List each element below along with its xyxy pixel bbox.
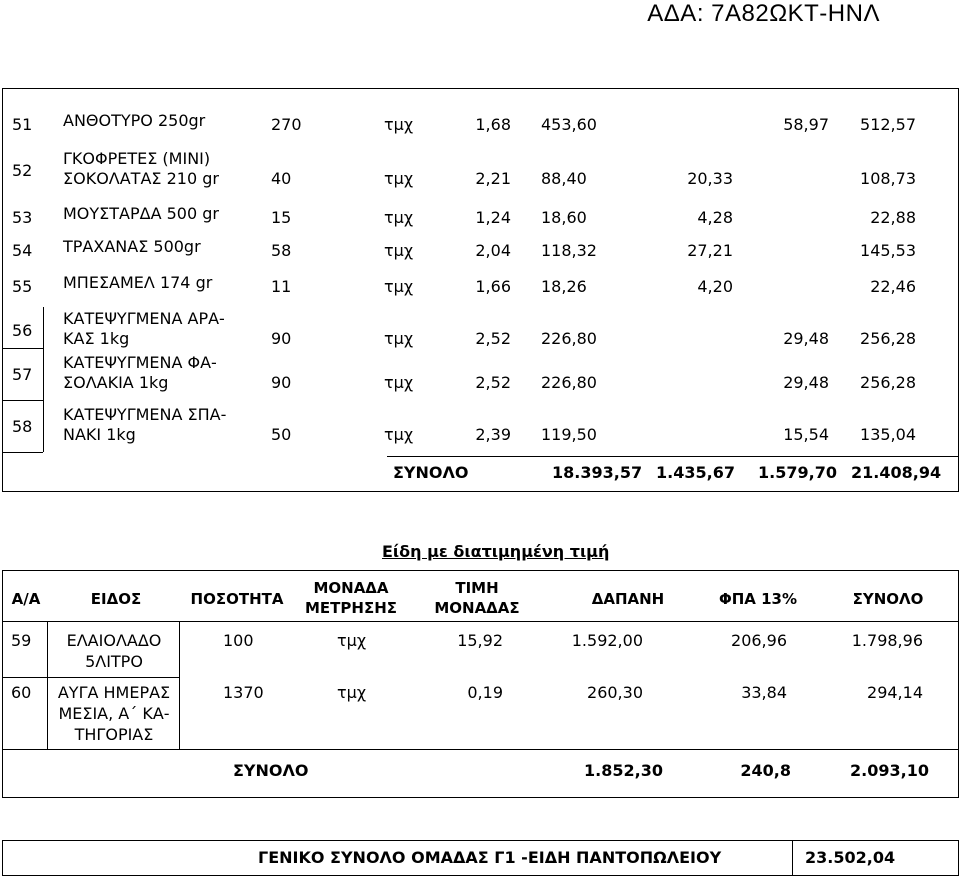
vat-b: 15,54: [783, 425, 829, 444]
quantity: 50: [271, 425, 292, 444]
row-number: 55: [12, 277, 33, 296]
row-total: 22,46: [870, 277, 916, 296]
item-name: ΚΑΤΕΨΥΓΜΕΝΑ ΣΠΑ-: [63, 405, 227, 424]
grand-total-label: ΓΕΝΙΚΟ ΣΥΝΟΛΟ ΟΜΑΔΑΣ Γ1 -ΕΙΔΗ ΠΑΝΤΟΠΩΛΕΙΟΥ: [258, 848, 722, 867]
vat: 33,84: [741, 683, 787, 702]
quantity: 100: [223, 631, 254, 650]
cost: 453,60: [541, 115, 597, 134]
header-aa: Α/Α: [11, 590, 41, 608]
cost: 260,30: [587, 683, 643, 702]
row-number: 52: [12, 161, 33, 180]
totals-label: ΣΥΝΟΛΟ: [393, 463, 469, 482]
regulated-items-table: [2, 570, 959, 798]
unit: τμχ: [337, 631, 367, 650]
row-total: 135,04: [860, 425, 916, 444]
quantity: 40: [271, 169, 292, 188]
vat-a: 27,21: [687, 241, 733, 260]
vat-a: 4,20: [697, 277, 733, 296]
item-name: ΕΛΑΙΟΛΑΔΟ: [66, 631, 162, 650]
unit-price: 2,04: [475, 241, 511, 260]
item-name: 5ΛΙΤΡΟ: [85, 652, 143, 671]
header-cost: ΔΑΠΑΝΗ: [591, 590, 665, 608]
cost: 119,50: [541, 425, 597, 444]
unit-price: 2,52: [475, 373, 511, 392]
row-separator: [3, 452, 43, 453]
row-total: 108,73: [860, 169, 916, 188]
unit-price: 15,92: [457, 631, 503, 650]
item-divider: [179, 621, 180, 749]
cost: 18,26: [541, 277, 587, 296]
header-bottom-border: [3, 621, 958, 622]
unit-price: 2,52: [475, 329, 511, 348]
row-number: 60: [11, 683, 32, 702]
totals-cost: 1.852,30: [584, 761, 663, 780]
header-unit-line2: ΜΕΤΡΗΣΗΣ: [305, 599, 397, 617]
header-vat: ΦΠΑ 13%: [718, 590, 798, 608]
row-total: 145,53: [860, 241, 916, 260]
row-total: 1.798,96: [851, 631, 923, 650]
unit: τμχ: [384, 241, 414, 260]
vat-a: 4,28: [697, 208, 733, 227]
vat-b: 58,97: [783, 115, 829, 134]
item-name: ΤΡΑΧΑΝΑΣ 500gr: [63, 237, 201, 256]
unit: τμχ: [384, 329, 414, 348]
unit: τμχ: [384, 169, 414, 188]
item-name: ΝΑΚΙ 1kg: [63, 425, 136, 444]
item-name: ΑΝΘΟΤΥΡΟ 250gr: [63, 111, 206, 130]
vat: 206,96: [731, 631, 787, 650]
row-total: 294,14: [867, 683, 923, 702]
quantity: 11: [271, 277, 292, 296]
unit: τμχ: [384, 373, 414, 392]
unit: τμχ: [337, 683, 367, 702]
quantity: 1370: [223, 683, 264, 702]
ada-code: ΑΔΑ: 7Α82ΩΚΤ-ΗΝΛ: [647, 0, 880, 27]
vat-b: 29,48: [783, 329, 829, 348]
item-name: ΤΗΓΟΡΙΑΣ: [74, 725, 154, 744]
vat-b: 29,48: [783, 373, 829, 392]
row-number: 54: [12, 241, 33, 260]
grand-total-divider: [792, 841, 793, 875]
quantity: 270: [271, 115, 302, 134]
quantity: 15: [271, 208, 292, 227]
row-total: 512,57: [860, 115, 916, 134]
totals-total: 21.408,94: [851, 463, 942, 482]
totals-vat-a: 1.435,67: [656, 463, 735, 482]
aa-divider: [47, 621, 48, 749]
row-number: 53: [12, 208, 33, 227]
cost: 226,80: [541, 329, 597, 348]
unit-price: 2,39: [475, 425, 511, 444]
item-name: ΑΥΓΑ ΗΜΕΡΑΣ: [57, 683, 171, 702]
unit: τμχ: [384, 208, 414, 227]
totals-top-border: [387, 456, 959, 457]
totals-top-border: [3, 749, 958, 750]
row-total: 256,28: [860, 373, 916, 392]
row-total: 256,28: [860, 329, 916, 348]
row-number: 57: [12, 365, 33, 384]
cost: 118,32: [541, 241, 597, 260]
item-name: ΜΠΕΣΑΜΕΛ 174 gr: [63, 273, 213, 292]
header-price-line2: ΜΟΝΑΔΑΣ: [434, 599, 520, 617]
cost: 18,60: [541, 208, 587, 227]
quantity: 90: [271, 329, 292, 348]
header-total: ΣΥΝΟΛΟ: [852, 590, 924, 608]
unit: τμχ: [384, 277, 414, 296]
header-qty: ΠΟΣΟΤΗΤΑ: [190, 590, 284, 608]
items-table: [2, 88, 959, 492]
header-unit-line1: ΜΟΝΑΔΑ: [313, 579, 389, 597]
aa-column-divider: [43, 307, 44, 452]
unit-price: 1,66: [475, 277, 511, 296]
row-number: 56: [12, 321, 33, 340]
row-separator: [3, 677, 179, 678]
row-number: 59: [11, 631, 32, 650]
item-name: ΚΑΣ 1kg: [63, 329, 130, 348]
quantity: 58: [271, 241, 292, 260]
row-separator: [3, 400, 43, 401]
unit: τμχ: [384, 115, 414, 134]
totals-vat-b: 1.579,70: [758, 463, 837, 482]
item-name: ΣΟΛΑΚΙΑ 1kg: [63, 373, 169, 392]
totals-vat: 240,8: [740, 761, 791, 780]
item-name: ΓΚΟΦΡΕΤΕΣ (ΜΙΝΙ): [63, 149, 211, 168]
unit-price: 1,68: [475, 115, 511, 134]
item-name: ΜΟΥΣΤΑΡΔΑ 500 gr: [63, 204, 219, 223]
unit-price: 1,24: [475, 208, 511, 227]
grand-total-value: 23.502,04: [805, 848, 896, 867]
header-price-line1: ΤΙΜΗ: [455, 579, 499, 597]
item-name: ΚΑΤΕΨΥΓΜΕΝΑ ΦΑ-: [63, 353, 217, 372]
totals-cost: 18.393,57: [552, 463, 643, 482]
unit-price: 0,19: [467, 683, 503, 702]
row-separator: [3, 348, 43, 349]
item-name: ΣΟΚΟΛΑΤΑΣ 210 gr: [63, 169, 219, 188]
unit-price: 2,21: [475, 169, 511, 188]
vat-a: 20,33: [687, 169, 733, 188]
unit: τμχ: [384, 425, 414, 444]
cost: 88,40: [541, 169, 587, 188]
row-number: 58: [12, 417, 33, 436]
grand-total-table: [2, 840, 959, 876]
item-name: ΜΕΣΙΑ, Α΄ ΚΑ-: [58, 704, 170, 723]
cost: 1.592,00: [571, 631, 643, 650]
totals-label: ΣΥΝΟΛΟ: [233, 761, 309, 780]
quantity: 90: [271, 373, 292, 392]
totals-total: 2.093,10: [850, 761, 929, 780]
item-name: ΚΑΤΕΨΥΓΜΕΝΑ ΑΡΑ-: [63, 309, 225, 328]
row-total: 22,88: [870, 208, 916, 227]
row-number: 51: [12, 115, 33, 134]
section-title: Είδη με διατιμημένη τιμή: [382, 542, 610, 561]
header-item: ΕΙΔΟΣ: [90, 590, 142, 608]
cost: 226,80: [541, 373, 597, 392]
